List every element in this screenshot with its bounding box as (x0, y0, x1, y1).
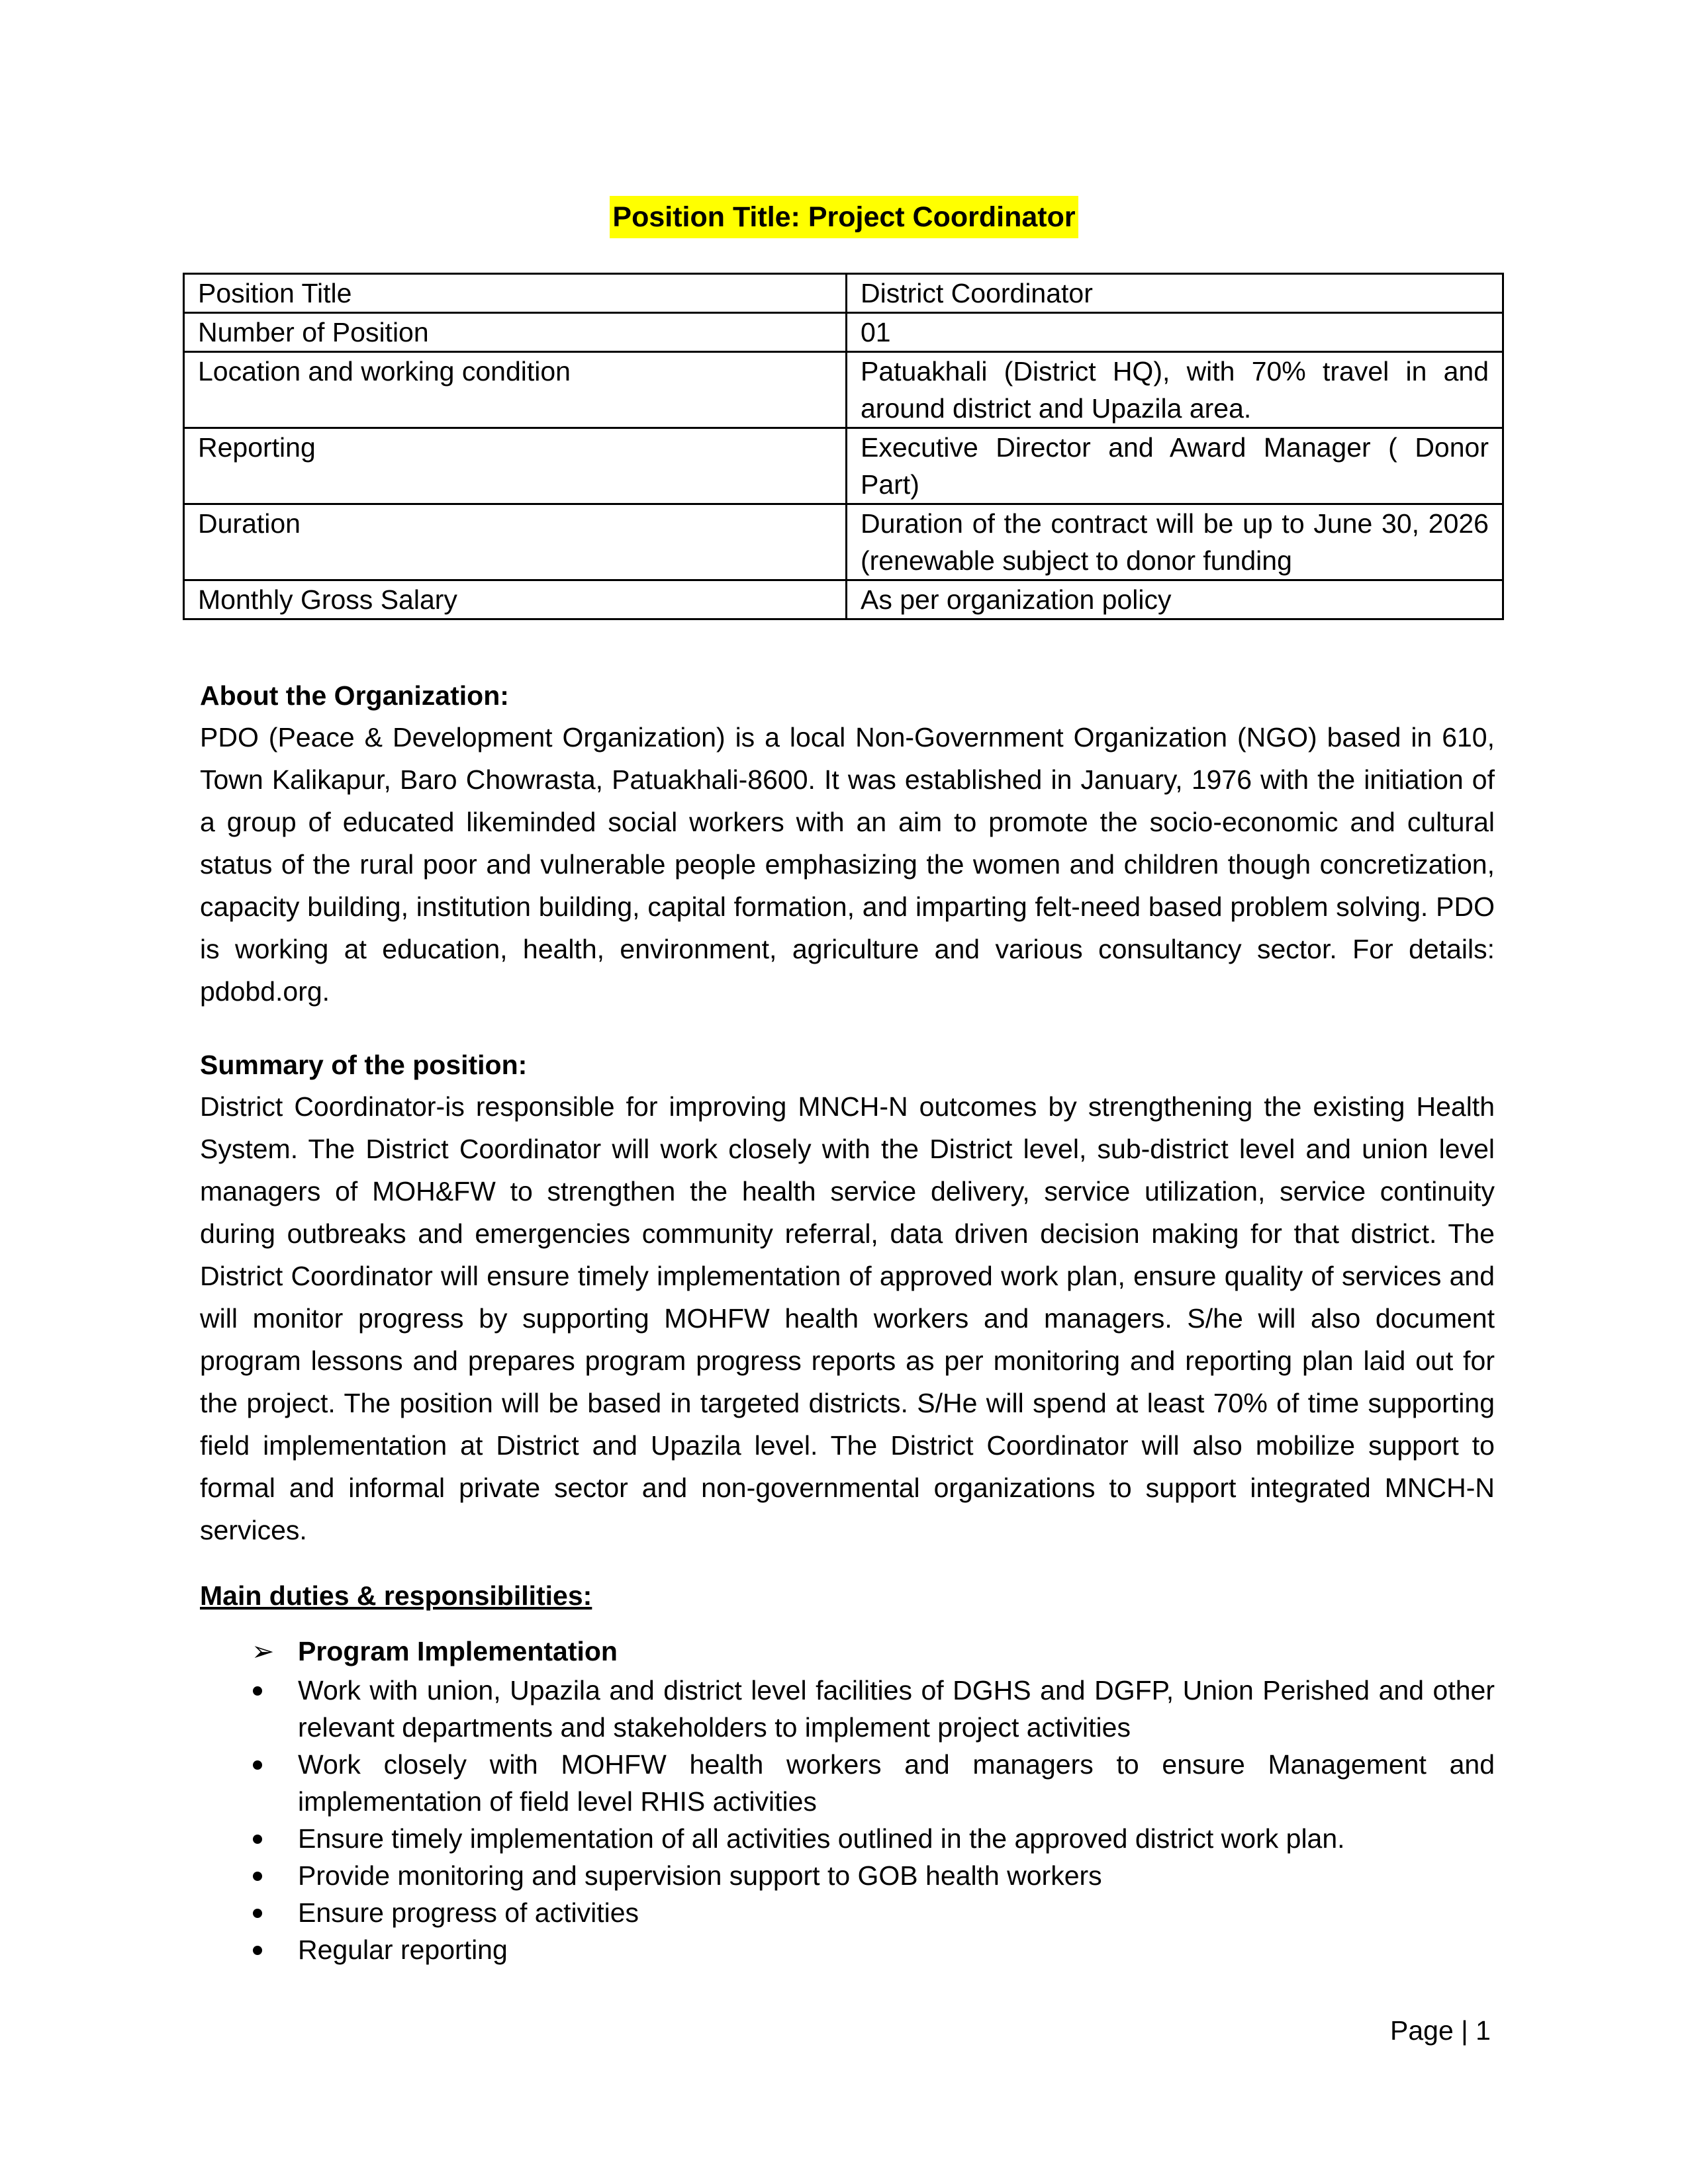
list-item-text: Ensure timely implementation of all activities outlined in the approved district work plan. (298, 1823, 1345, 1854)
list-item (200, 1857, 1495, 1894)
bullet-icon (253, 1946, 262, 1955)
table-cell-value: Patuakhali (District HQ), with 70% travel in and around district and Upazila area. (847, 352, 1503, 428)
sub-heading-label: Program Implementation (298, 1636, 618, 1666)
table-cell-label: Duration (184, 504, 847, 580)
list-item-text: Work with union, Upazila and district level facilities of DGHS and DGFP, Union Perished and other relevant departments and stakeholders to implement project activities (298, 1675, 1495, 1743)
duties-list (200, 1672, 1495, 1968)
table-cell-value: Duration of the contract will be up to June 30, 2026 (renewable subject to donor funding (847, 504, 1503, 580)
table-cell-value: 01 (847, 313, 1503, 352)
table-cell-label: Location and working condition (184, 352, 847, 428)
table-row (184, 313, 1503, 352)
list-item-text: Provide monitoring and supervision support to GOB health workers (298, 1860, 1102, 1891)
bullet-icon (253, 1909, 262, 1918)
title-wrap (0, 196, 1688, 238)
about-section (200, 675, 1495, 1013)
table-row (184, 428, 1503, 504)
bullet-icon (253, 1760, 262, 1770)
page-number: Page | 1 (1390, 2015, 1491, 2046)
page-title: Position Title: Project Coordinator (610, 196, 1078, 238)
table-cell-value: Executive Director and Award Manager ( Donor Part) (847, 428, 1503, 504)
table-row (184, 580, 1503, 619)
list-item (200, 1672, 1495, 1746)
table-cell-value: District Coordinator (847, 274, 1503, 313)
table-cell-label: Number of Position (184, 313, 847, 352)
list-item (200, 1746, 1495, 1820)
program-implementation-heading (200, 1631, 1495, 1672)
bullet-icon (253, 1686, 262, 1696)
bullet-icon (253, 1835, 262, 1844)
list-item-text: Regular reporting (298, 1934, 508, 1965)
list-item (200, 1894, 1495, 1931)
duties-heading: Main duties & responsibilities: (200, 1580, 592, 1611)
table-row (184, 274, 1503, 313)
summary-paragraph: District Coordinator-is responsible for improving MNCH-N outcomes by strengthening the existing Health System. The District Coordinator will work closely with the District level, sub-district level and union level managers of MOH&FW to strengthen the health service delivery, service utilization, service continuity during outbreaks and emergencies community referral, data driven decision making for that district. The District Coordinator will ensure timely implementation of approved work plan, ensure quality of services and will monitor progress by supporting MOHFW health workers and managers. S/he will also document program lessons and prepares program progress reports as per monitoring and reporting plan laid out for the project. The position will be based in targeted districts. S/He will spend at least 70% of time supporting field implementation at District and Upazila level. The District Coordinator will also mobilize support to formal and informal private sector and non-governmental organizations to support integrated MNCH-N services. (200, 1091, 1495, 1545)
arrow-bullet-icon: ➢ (252, 1636, 275, 1666)
table-row (184, 352, 1503, 428)
list-item-text: Ensure progress of activities (298, 1897, 639, 1928)
table-row (184, 504, 1503, 580)
bullet-icon (253, 1872, 262, 1881)
summary-section (200, 1044, 1495, 1551)
position-info-table (183, 273, 1504, 620)
list-item (200, 1931, 1495, 1968)
list-item (200, 1820, 1495, 1857)
about-heading: About the Organization: (200, 680, 509, 711)
table-cell-label: Position Title (184, 274, 847, 313)
about-paragraph: PDO (Peace & Development Organization) is a local Non-Government Organization (NGO) based in 610, Town Kalikapur, Baro Chowrasta, Patuakhali-8600. It was established in January, 1976 with the initiation of a group of educated likeminded social workers with an aim to promote the socio-economic and cultural status of the rural poor and vulnerable people emphasizing the women and children though concretization, capacity building, institution building, capital formation, and imparting felt-need based problem solving. PDO is working at education, health, environment, agriculture and various consultancy sector. For details: pdobd.org. (200, 722, 1495, 1007)
list-item-text: Work closely with MOHFW health workers and managers to ensure Management and implementation of field level RHIS activities (298, 1749, 1495, 1817)
table-cell-value: As per organization policy (847, 580, 1503, 619)
table-cell-label: Monthly Gross Salary (184, 580, 847, 619)
duties-section (200, 1575, 1495, 1968)
table-cell-label: Reporting (184, 428, 847, 504)
summary-heading: Summary of the position: (200, 1050, 528, 1080)
